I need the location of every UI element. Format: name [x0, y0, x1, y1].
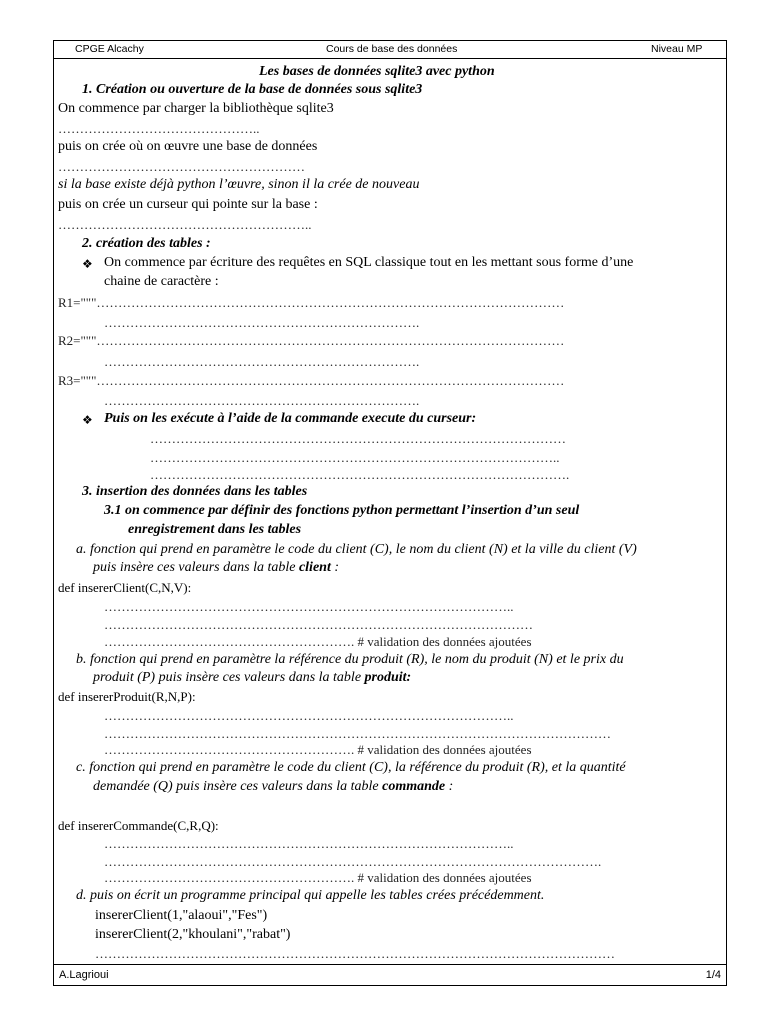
section-2-heading: 2. création des tables : — [82, 236, 211, 251]
dotted-blank: ………………………………………………… — [58, 159, 305, 174]
text-line: chaine de caractère : — [104, 274, 219, 289]
dotted-blank: …………………………………………………. # validation des données ajoutées — [104, 742, 532, 757]
page-footer — [53, 964, 727, 986]
code-line: insererClient(2,"khoulani","rabat") — [95, 927, 291, 942]
header-school: CPGE Alcachy — [75, 43, 144, 55]
item-a-text: puis insère ces valeurs dans la table client : — [93, 560, 340, 575]
item-b-text: b. fonction qui prend en paramètre la référence du produit (R), le nom du produit (N) et le prix du — [76, 652, 624, 667]
dotted-blank: …………………………………………………………………………………… — [150, 431, 566, 446]
dotted-blank: ………………………………………………………………………………….. — [150, 450, 560, 465]
dotted-blank: ………………………………………………….. — [58, 217, 312, 232]
dotted-blank: ……………………………………………………………………………………………………. — [104, 854, 602, 869]
dotted-blank: …………………………………………………. # validation des données ajoutées — [104, 870, 532, 885]
code-def: def insererCommande(C,R,Q): — [58, 818, 219, 833]
code-line: insererClient(1,"alaoui","Fes") — [95, 908, 268, 923]
document-title: Les bases de données sqlite3 avec python — [259, 64, 495, 79]
section-1-heading: 1. Création ou ouverture de la base de données sous sqlite3 — [82, 82, 423, 97]
request-r1: R1="""……………………………………………………………………………………………… — [58, 295, 565, 310]
dotted-blank: ……………………………………………………………………………………. — [150, 467, 570, 482]
diamond-bullet-icon: ❖ — [82, 413, 93, 427]
subsection-heading: enregistrement dans les tables — [128, 522, 302, 537]
dotted-blank: ……………………………………………………………………………………… — [104, 617, 533, 632]
section-3-heading: 3. insertion des données dans les tables — [82, 484, 308, 499]
diamond-bullet-icon: ❖ — [82, 257, 93, 271]
page-number: 1/4 — [705, 969, 721, 981]
item-b-text: produit (P) puis insère ces valeurs dans la table produit: — [93, 670, 412, 685]
request-r3: R3="""……………………………………………………………………………………………… — [58, 373, 565, 388]
dotted-blank: ………………………………………………………………. — [104, 354, 420, 369]
dotted-blank: ………………………………………………………………. — [104, 393, 420, 408]
item-c-text: demandée (Q) puis insère ces valeurs dans la table commande : — [93, 779, 454, 794]
header-level: Niveau MP — [651, 43, 703, 55]
subsection-heading: 3.1 on commence par définir des fonctions python permettant l’insertion d’un seul — [104, 503, 580, 518]
dotted-blank: ………………………………………………………………………………………………………… — [95, 946, 615, 961]
text-line: puis on crée où on œuvre une base de données — [58, 139, 318, 154]
code-def: def insererClient(C,N,V): — [58, 580, 192, 595]
request-r2: R2="""……………………………………………………………………………………………… — [58, 333, 565, 348]
item-d-text: d. puis on écrit un programme principal qui appelle les tables crées précédemment. — [76, 888, 545, 903]
header-course: Cours de base des données — [326, 43, 458, 55]
page-header — [53, 40, 727, 59]
dotted-blank: …………………………………………………. # validation des données ajoutées — [104, 634, 532, 649]
dotted-blank: ………………………………………………………………………………….. — [104, 836, 514, 851]
text-line: On commence par charger la bibliothèque sqlite3 — [58, 101, 334, 116]
dotted-blank: ………………………………………………………………………………….. — [104, 708, 514, 723]
dotted-blank: ………………………………………………………………………………….. — [104, 599, 514, 614]
item-a-text: a. fonction qui prend en paramètre le code du client (C), le nom du client (N) et la ville du client (V) — [76, 542, 637, 557]
footer-author: A.Lagrioui — [59, 969, 109, 981]
dotted-blank: ……………………………………………………………………………………………………… — [104, 726, 611, 741]
dotted-blank: ………………………………………………………………. — [104, 315, 420, 330]
dotted-blank: ……………………………………….. — [58, 121, 260, 136]
code-def: def insererProduit(R,N,P): — [58, 689, 196, 704]
text-line: Puis on les exécute à l’aide de la commande execute du curseur: — [104, 411, 477, 426]
item-c-text: c. fonction qui prend en paramètre le code du client (C), la référence du produit (R), et la quantité — [76, 760, 626, 775]
text-line: puis on crée un curseur qui pointe sur la base : — [58, 197, 318, 212]
text-line: On commence par écriture des requêtes en SQL classique tout en les mettant sous forme d’une — [104, 255, 634, 270]
italic-note: si la base existe déjà python l’œuvre, sinon il la crée de nouveau — [58, 177, 420, 192]
